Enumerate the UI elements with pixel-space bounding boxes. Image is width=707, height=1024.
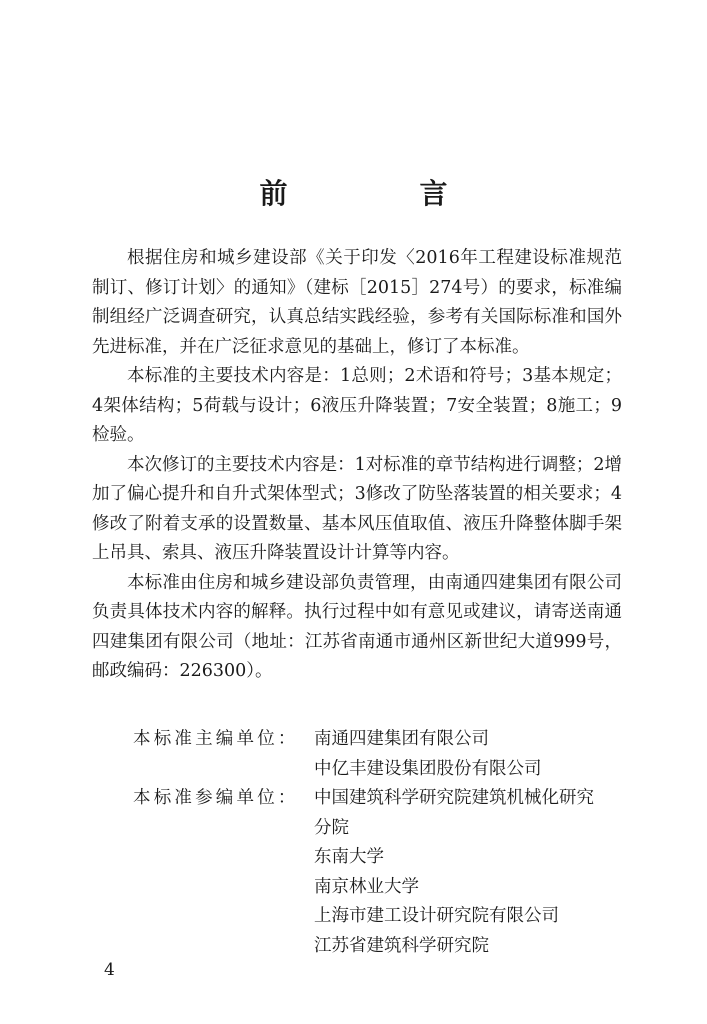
paragraph-management: 本标准由住房和城乡建设部负责管理，由南通四建集团有限公司负责具体技术内容的解释。执行过程中如有意见或建议，请寄送南通四建集团有限公司（地址：江苏省南通市通州区新世纪大道999号，邮政编码：226300）。 xyxy=(92,572,622,681)
paragraph-main-content: 本标准的主要技术内容是：1总则；2术语和符号；3基本规定；4架体结构；5荷载与设计；6液压升降装置；7安全装置；8施工；9检验。 xyxy=(92,366,622,445)
participating-unit-row xyxy=(0,843,707,873)
chief-unit-value: 南通四建集团有限公司 xyxy=(314,729,489,749)
participating-unit-value: 东南大学 xyxy=(314,847,384,867)
chief-unit-row xyxy=(0,755,707,785)
chief-unit-value: 中亿丰建设集团股份有限公司 xyxy=(314,758,542,779)
participating-unit-row xyxy=(0,932,707,962)
page-title: 前 言 xyxy=(259,177,500,210)
participating-unit-value: 中国建筑科学研究院建筑机械化研究 xyxy=(314,788,594,808)
participating-unit-row xyxy=(0,814,707,844)
participating-unit-value: 上海市建工设计研究院有限公司 xyxy=(314,906,559,926)
chief-units-label: 本标准主编单位： xyxy=(133,729,299,749)
page-number: 4 xyxy=(104,960,115,980)
participating-unit-value: 江苏省建筑科学研究院 xyxy=(314,935,489,956)
participating-unit-row xyxy=(0,784,707,814)
chief-unit-row xyxy=(0,725,707,755)
paragraph-revision-content: 本次修订的主要技术内容是：1对标准的章节结构进行调整；2增加了偏心提升和自升式架体型式；3修改了防坠落装置的相关要求；4修改了附着支承的设置数量、基本风压值取值、液压升降整体脚手架上吊具、索具、液压升降装置设计计算等内容。 xyxy=(92,454,622,563)
participating-unit-row xyxy=(0,873,707,903)
participating-unit-row xyxy=(0,902,707,932)
paragraph-background: 根据住房和城乡建设部《关于印发〈2016年工程建设标准规范制订、修订计划〉的通知》（建标［2015］274号）的要求，标准编制组经广泛调查研究，认真总结实践经验，参考有关国际标准和国外先进标准，并在广泛征求意见的基础上，修订了本标准。 xyxy=(92,248,622,357)
participating-unit-value: 分院 xyxy=(314,817,349,838)
units-section xyxy=(0,725,707,961)
preface-body xyxy=(92,244,622,687)
participating-unit-value: 南京林业大学 xyxy=(314,876,419,897)
participating-units-label: 本标准参编单位： xyxy=(133,788,299,808)
